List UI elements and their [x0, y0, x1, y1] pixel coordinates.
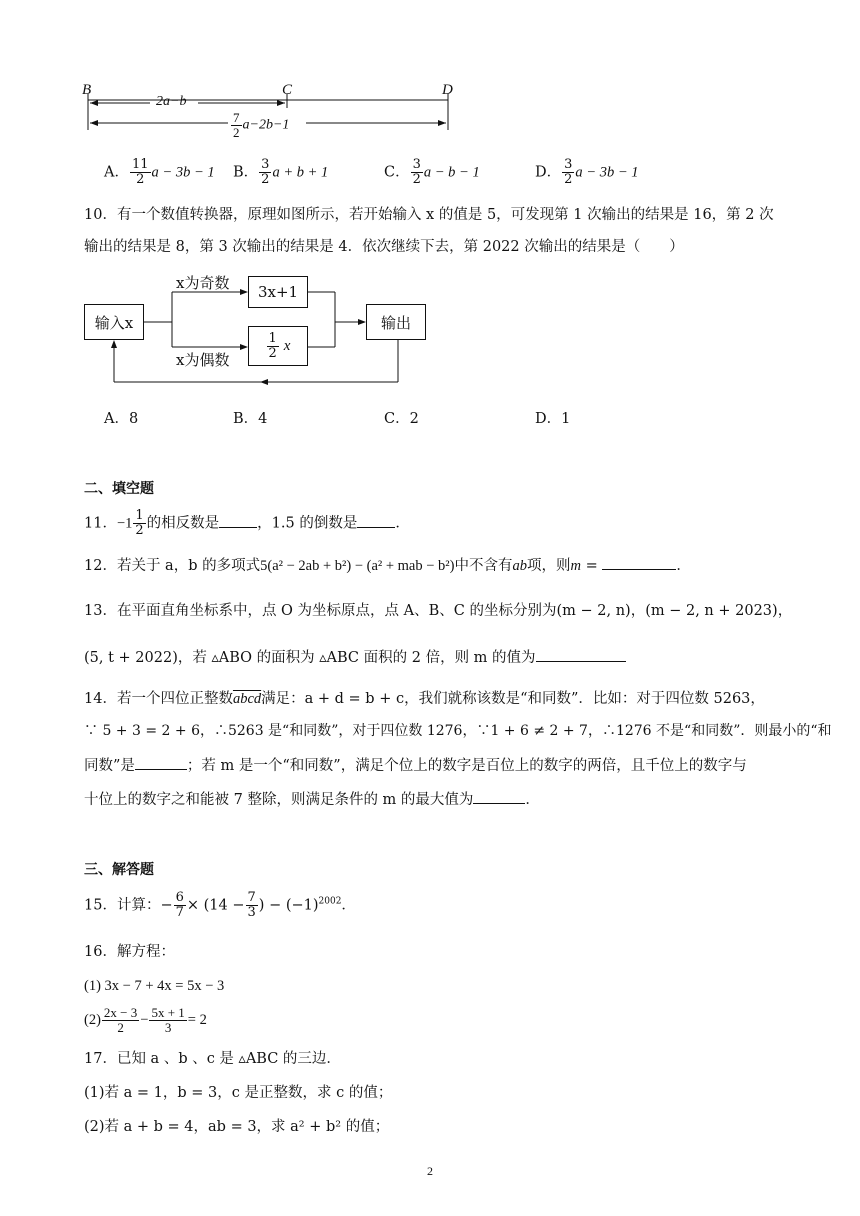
q13-line-1: 13．在平面直角坐标系中，点 O 为坐标原点，点 A、B、C 的坐标分别为(m − 2, n)，(m − 2, n + 2023)，: [84, 603, 793, 619]
q9-option-c[interactable]: C． $\frac{3}{2}$ a − b − 1: [384, 157, 480, 187]
q12: 12．若关于 a，b 的多项式5(a² − 2ab + b²) − (a² + mab − b²)中不含有ab项，则m = ．: [84, 555, 691, 576]
bc-length-label: 2a−b: [156, 94, 187, 109]
q10-option-d[interactable]: D．1: [535, 411, 571, 427]
point-b-label: B: [82, 82, 92, 98]
output-box: 输出: [366, 304, 426, 340]
q12-blank[interactable]: [602, 555, 676, 570]
q9-option-d[interactable]: D． $\frac{3}{2}$ a − 3b − 1: [535, 157, 639, 187]
odd-branch-label: x为奇数: [176, 274, 230, 292]
input-box: 输入x: [84, 304, 144, 340]
q17-line-1: 17．已知 a 、b 、c 是 ▵ABC 的三边．: [84, 1051, 341, 1067]
q17-line-2: (1)若 a = 1，b = 3，c 是正整数，求 c 的值；: [84, 1085, 393, 1101]
even-operation-box: $\frac{1}{2}$ x: [248, 326, 308, 366]
q16-title: 16．解方程：: [84, 944, 175, 960]
q10-line-2: 输出的结果是 8，第 3 次输出的结果是 4．依次继续下去，第 2022 次输出的结果是（ ）: [84, 239, 684, 255]
q9-option-a[interactable]: A． $\frac{11}{2}$ a − 3b − 1: [104, 157, 215, 187]
q14-line-3: 同数”是 ；若 m 是一个“和同数”，满足个位上的数字是百位上的数字的两倍，且千位上的数字与: [84, 755, 747, 776]
q14-blank-2[interactable]: [473, 789, 525, 804]
q10-line-1: 10．有一个数值转换器，原理如图所示，若开始输入 x 的值是 5，可发现第 1 次输出的结果是 16，第 2 次: [84, 207, 774, 223]
q14-line-1: 14．若一个四位正整数abcd满足：a + d = b + c，我们就称该数是“和同数”．比如：对于四位数 5263，: [84, 691, 765, 707]
q11-blank-1[interactable]: [219, 513, 257, 528]
odd-operation-box: 3x+1: [248, 276, 308, 308]
q14-line-2: ∵ 5 + 3 = 2 + 6，∴5263 是“和同数”，对于四位数 1276，∵1 + 6 ≠ 2 + 7，∴1276 不是“和同数”．则最小的“和: [84, 723, 832, 739]
q16-part-1: (1) 3x − 7 + 4x = 5x − 3: [84, 978, 225, 994]
q9-option-b[interactable]: B． $\frac{3}{2}$ a + b + 1: [233, 157, 329, 187]
q14-blank-1[interactable]: [135, 755, 187, 770]
q16-part-2: (2) $\frac{2x - 3}{2}$ − $\frac{5x + 1}{3}$ = 2: [84, 1005, 207, 1035]
section-2-title: 二、填空题: [84, 481, 154, 497]
even-branch-label: x为偶数: [176, 351, 230, 369]
bd-length-label: $\frac{7}{2}$ a−2b−1: [233, 110, 290, 140]
q17-line-3: (2)若 a + b = 4，ab = 3，求 a² + b² 的值；: [84, 1119, 390, 1135]
section-3-title: 三、解答题: [84, 862, 154, 878]
q14-line-4: 十位上的数字之和能被 7 整除，则满足条件的 m 的最大值为 ．: [84, 789, 540, 810]
q10-option-c[interactable]: C．2: [384, 411, 419, 427]
q11: 11．−1 $\frac{1}{2}$ 的相反数是 ，1.5 的倒数是 ．: [84, 508, 410, 538]
q13-line-2: (5, t + 2022)，若 ▵ABO 的面积为 ▵ABC 面积的 2 倍，则 m 的值为: [84, 647, 626, 668]
q10-option-a[interactable]: A．8: [104, 411, 139, 427]
q15: 15．计算：− $\frac{6}{7}$ × (14 − $\frac{7}{3}$ ) − $(-1)^{2002}$．: [84, 890, 356, 920]
page-number: 2: [427, 1164, 433, 1178]
q13-blank[interactable]: [536, 647, 626, 662]
point-d-label: D: [442, 82, 453, 98]
q11-blank-2[interactable]: [357, 513, 395, 528]
q10-option-b[interactable]: B．4: [233, 411, 268, 427]
point-c-label: C: [282, 82, 293, 98]
